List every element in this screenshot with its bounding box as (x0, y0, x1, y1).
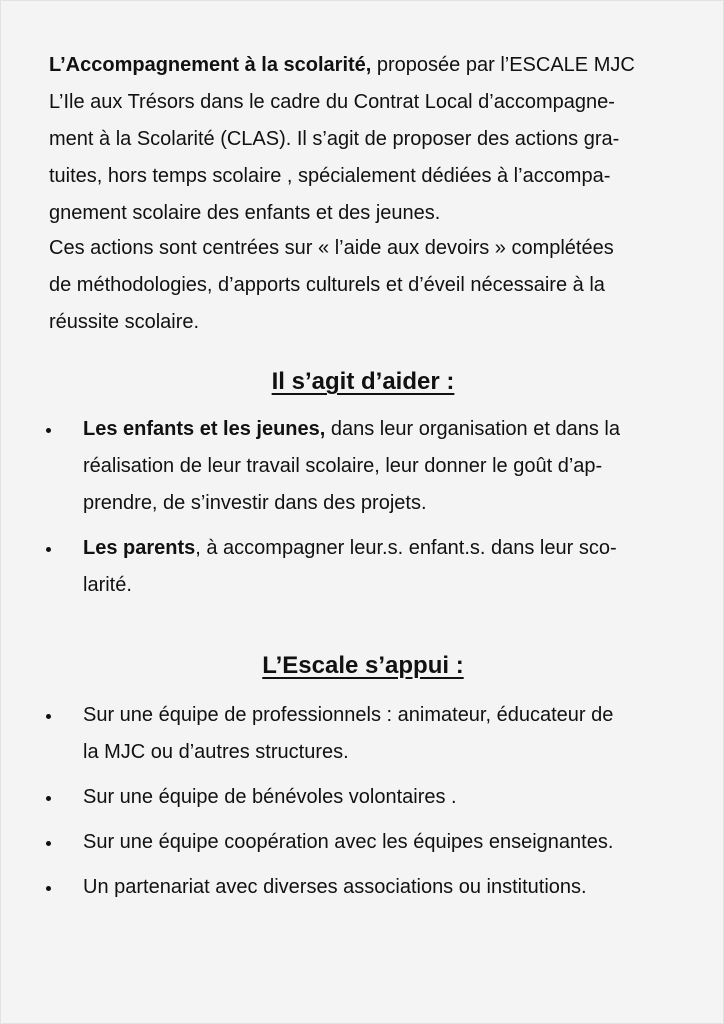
list-item-text (83, 697, 724, 771)
section-2-heading (1, 651, 724, 681)
intro-p2-line-2: de méthodologies, d’apports culturels et d’éveil nécessaire à la (49, 274, 605, 296)
intro-p1-line-1 (49, 47, 677, 84)
section-2-list (1, 697, 724, 906)
list-item (1, 411, 724, 522)
bullet-icon (46, 841, 51, 846)
intro-p1-line-1-rest: proposée par l’ESCALE MJC (371, 54, 635, 76)
intro-p1-line-5: gnement scolaire des enfants et des jeunes. (49, 202, 441, 224)
list-item-line-1: Sur une équipe de professionnels : animateur, éducateur de (83, 704, 614, 726)
section-1-heading (1, 367, 724, 397)
list-item-line-2: larité. (83, 574, 132, 596)
list-item (1, 869, 724, 906)
list-item-line-1: Sur une équipe coopération avec les équipes enseignantes. (83, 831, 614, 853)
list-item-text (83, 411, 724, 522)
list-item-line-2: réalisation de leur travail scolaire, leur donner le goût d’ap- (83, 455, 603, 477)
list-item-bold-lead: Les parents (83, 537, 196, 559)
list-item-bold-lead: Les enfants et les jeunes, (83, 418, 326, 440)
list-item-text (83, 530, 724, 604)
intro-p1-line-4: tuites, hors temps scolaire , spécialement dédiées à l’accompa- (49, 165, 611, 187)
list-item (1, 779, 724, 816)
section-2-heading-text: L’Escale s’appui : (262, 652, 464, 679)
list-item-line-1 (83, 530, 724, 567)
list-item (1, 530, 724, 604)
list-item-text (83, 824, 724, 861)
intro-bold-lead: L’Accompagnement à la scolarité, (49, 54, 372, 76)
section-1-list (1, 411, 724, 604)
list-item-text (83, 779, 724, 816)
list-item-line-1: Sur une équipe de bénévoles volontaires . (83, 786, 457, 808)
bullet-icon (46, 796, 51, 801)
bullet-icon (46, 886, 51, 891)
list-item-line-1-rest: dans leur organisation et dans la (325, 418, 620, 440)
intro-p2-line-1: Ces actions sont centrées sur « l’aide aux devoirs » complétées (49, 237, 614, 259)
section-1-heading-text: Il s’agit d’aider : (271, 368, 455, 395)
intro-paragraph-1 (49, 47, 677, 232)
list-item-text (83, 869, 724, 906)
intro-p1-line-3: ment à la Scolarité (CLAS). Il s’agit de proposer des actions gra- (49, 128, 620, 150)
bullet-icon (46, 428, 51, 433)
intro-p1-line-2: L’Ile aux Trésors dans le cadre du Contrat Local d’accompagne- (49, 91, 615, 113)
list-item (1, 824, 724, 861)
list-item-line-1-rest: , à accompagner leur.s. enfant.s. dans leur sco- (195, 537, 617, 559)
bullet-icon (46, 714, 51, 719)
intro-paragraph-2 (49, 230, 677, 341)
list-item-line-1 (83, 411, 724, 448)
list-item-line-2: la MJC ou d’autres structures. (83, 741, 349, 763)
intro-p2-line-3: réussite scolaire. (49, 311, 200, 333)
list-item-line-3: prendre, de s’investir dans des projets. (83, 492, 427, 514)
bullet-icon (46, 547, 51, 552)
list-item (1, 697, 724, 771)
list-item-line-1: Un partenariat avec diverses associations ou institutions. (83, 876, 587, 898)
